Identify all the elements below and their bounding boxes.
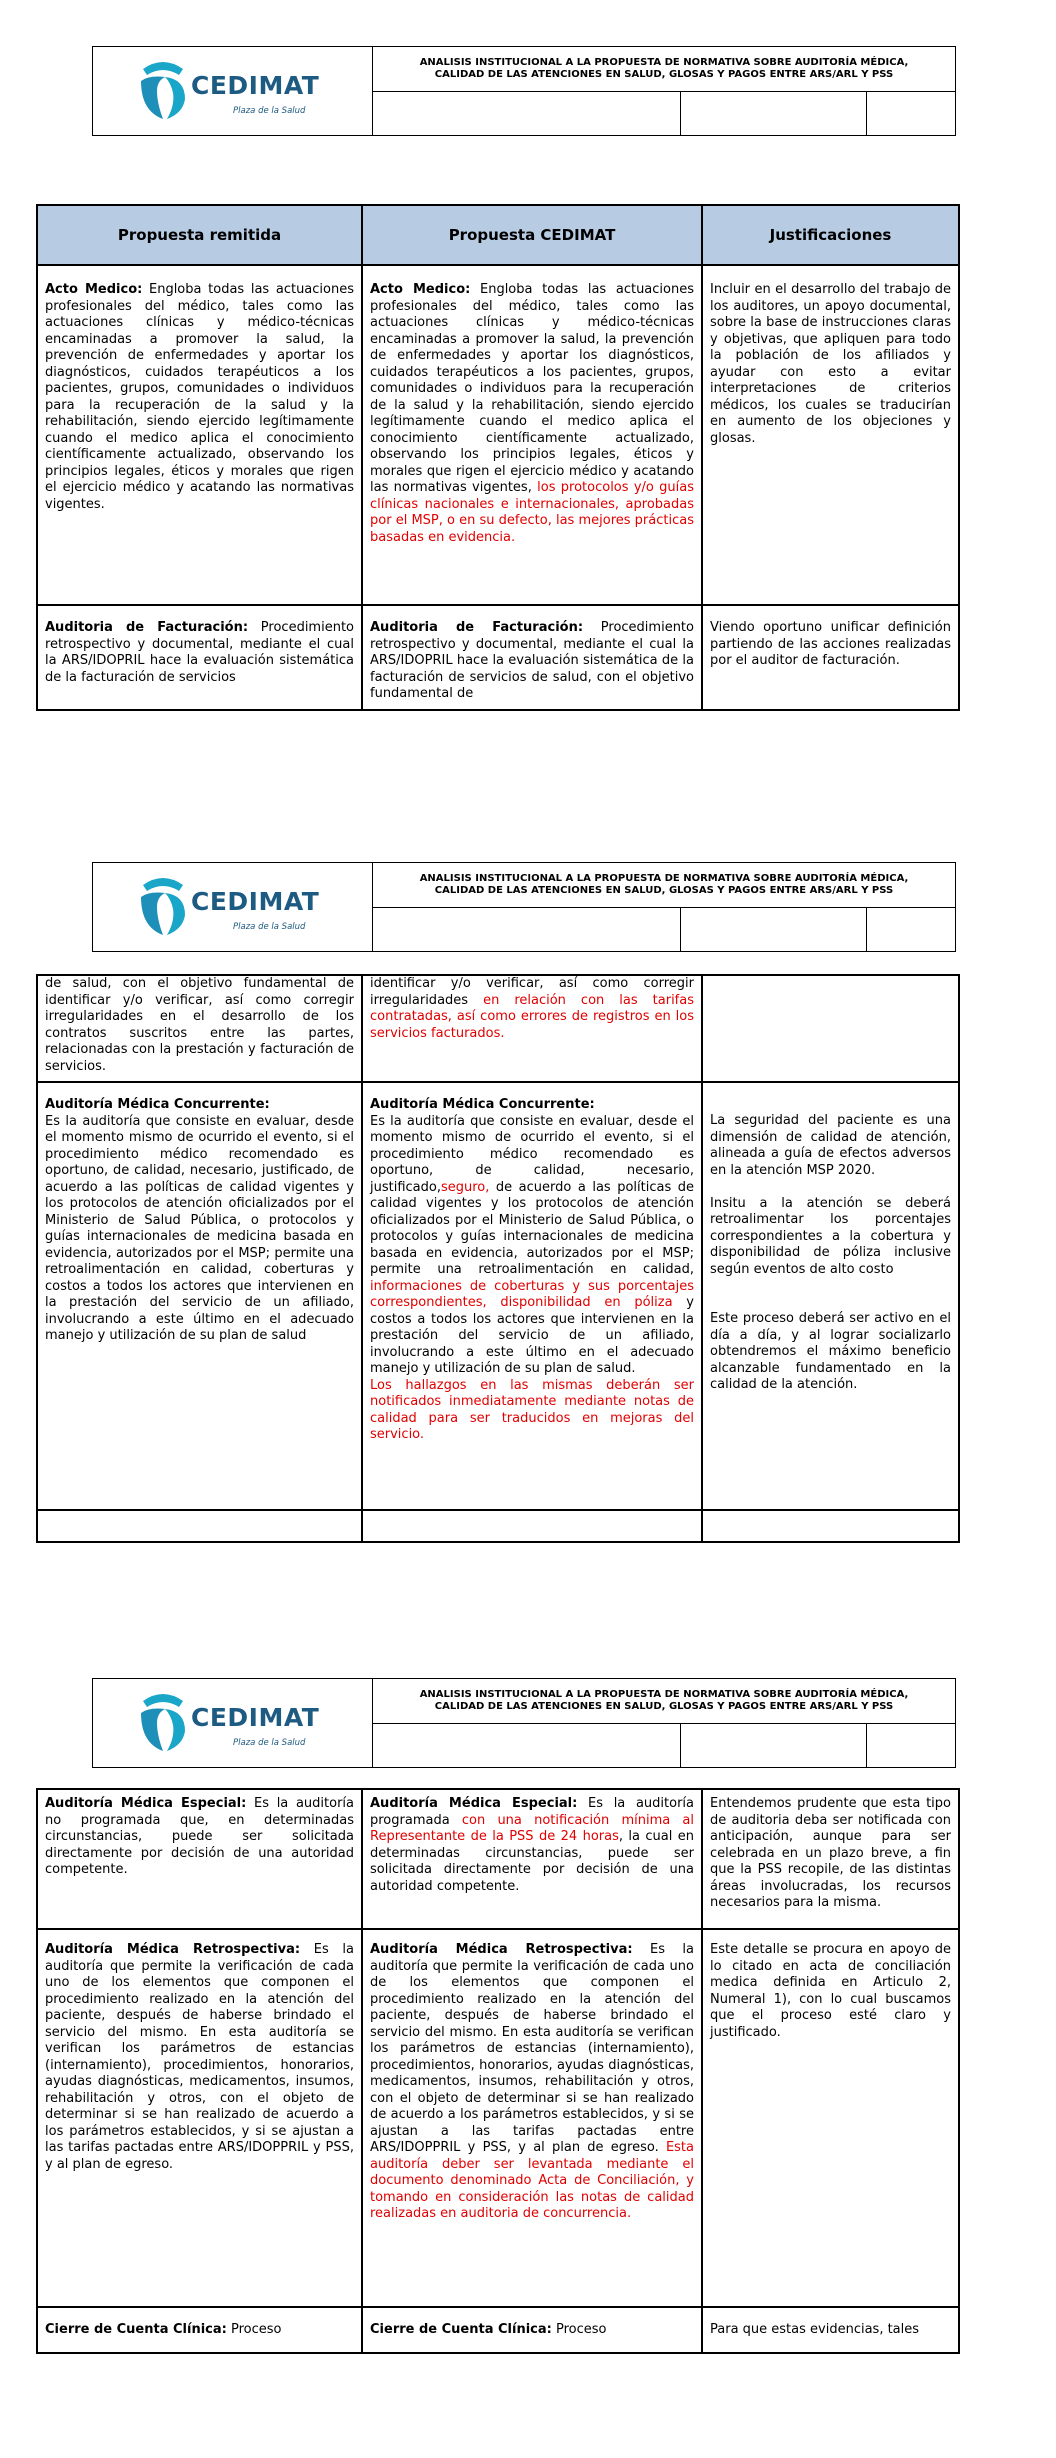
table-row — [37, 1082, 959, 1510]
brand-name: CEDIMAT — [191, 887, 320, 916]
document-title: ANALISIS INSTITUCIONAL A LA PROPUESTA DE NORMATIVA SOBRE AUDITORÍA MÉDICA, CALIDAD DE LAS ATENCIONES EN SALUD, GLOSAS Y PAGOS ENTRE ARS/ARL Y PSS — [373, 1679, 955, 1724]
header-cell — [681, 1723, 867, 1767]
table-row — [37, 265, 959, 605]
remitida-cell: Auditoria de Facturación: Procedimiento retrospectivo y documental, mediante el cual la ARS/IDOPRIL hace la evaluación sistemática de la facturación de servicios — [37, 605, 362, 710]
cedimat-cell: Auditoria de Facturación: Procedimiento retrospectivo y documental, mediante el cual la ARS/IDOPRIL hace la evaluación sistemática de la facturación de servicios de salud, con el objetivo fundamental de — [362, 605, 702, 710]
justificacion-cell: Incluir en el desarrollo del trabajo de los auditores, un apoyo documental, sobre la base de instrucciones claras y objetivas, que apliquen para todo la población de los afiliados y ayudar con esto a evitar interpretaciones de criterios médicos, los cuales se traducirían en aumento de los objeciones y glosas. — [702, 265, 959, 605]
brand-tagline: Plaza de la Salud — [233, 922, 306, 932]
column-header: Justificaciones — [702, 205, 959, 265]
cedimat-logo — [135, 873, 325, 939]
remitida-cell: de salud, con el objetivo fundamental de identificar y/o verificar, así como corregir irregularidades en el desarrollo de los contratos suscritos entre las partes, relacionadas con la prestación y facturación de servicios. — [37, 975, 362, 1082]
cedimat-cell: Auditoría Médica Especial: Es la auditoría programada con una notificación mínima al Representante de la PSS de 24 horas, la cual en determinadas circunstancias, puede ser solicitada directamente por decisión de una autoridad competente. — [362, 1789, 702, 1929]
brand-name: CEDIMAT — [191, 71, 320, 100]
remitida-cell: Auditoría Médica Retrospectiva: Es la auditoría que permite la verificación de cada uno de los elementos que componen el procedimiento realizado en la atención del paciente, después de haberse brindado el servicio del mismo. En esta auditoría se verifican los parámetros de estancias (internamiento), procedimientos, honorarios, ayudas diagnósticas, medicamentos, insumos, rehabilitación y otros, con el objeto de determinar si se han realizado de acuerdo a los parámetros establecidos, y si se ajustan a las tarifas pactadas entre ARS/IDOPPRIL y PSS, y al plan de egreso. — [37, 1929, 362, 2307]
remitida-cell: Cierre de Cuenta Clínica: Proceso — [37, 2307, 362, 2353]
table-row — [37, 605, 959, 710]
document-title: ANALISIS INSTITUCIONAL A LA PROPUESTA DE NORMATIVA SOBRE AUDITORÍA MÉDICA, CALIDAD DE LAS ATENCIONES EN SALUD, GLOSAS Y PAGOS ENTRE ARS/ARL Y PSS — [373, 47, 955, 92]
document-title: ANALISIS INSTITUCIONAL A LA PROPUESTA DE NORMATIVA SOBRE AUDITORÍA MÉDICA, CALIDAD DE LAS ATENCIONES EN SALUD, GLOSAS Y PAGOS ENTRE ARS/ARL Y PSS — [373, 863, 955, 908]
header-cell — [681, 91, 867, 135]
page-header — [92, 862, 956, 952]
comparison-table — [36, 974, 960, 1543]
justificacion-cell: Este detalle se procura en apoyo de lo citado en acta de conciliación medica definida en Articulo 2, Numeral 1), con lo cual buscamos que el proceso esté claro y justificado. — [702, 1929, 959, 2307]
table-row — [37, 1929, 959, 2307]
justificacion-cell: Viendo oportuno unificar definición partiendo de las acciones realizadas por el auditor de facturación. — [702, 605, 959, 710]
brand-tagline: Plaza de la Salud — [233, 1738, 306, 1748]
justificacion-cell — [702, 975, 959, 1082]
justificacion-cell — [702, 1510, 959, 1542]
cedimat-emblem-icon — [135, 1691, 191, 1753]
cedimat-cell: Cierre de Cuenta Clínica: Proceso — [362, 2307, 702, 2353]
remitida-cell — [37, 1510, 362, 1542]
cedimat-logo — [135, 57, 325, 123]
header-cell — [373, 907, 681, 951]
justificacion-cell: Para que estas evidencias, tales — [702, 2307, 959, 2353]
cedimat-cell — [362, 1510, 702, 1542]
comparison-table — [36, 1788, 960, 2354]
table-row — [37, 2307, 959, 2353]
cedimat-cell: identificar y/o verificar, así como corregir irregularidades en relación con las tarifas contratadas, así como errores de registros en los servicios facturados. — [362, 975, 702, 1082]
remitida-cell: Auditoría Médica Concurrente: Es la auditoría que consiste en evaluar, desde el momento mismo de ocurrido el evento, si el procedimiento médico recomendado es oportuno, de calidad, necesario, justificado, de acuerdo a las políticas de calidad vigentes y los protocolos de atención oficializados por el Ministerio de Salud Pública, o protocolos y guías internacionales de medicina basada en evidencia, autorizados por el MSP; permite una retroalimentación en calidad, coberturas y costos a todos los actores que intervienen en la prestación del servicio de un afiliado, involucrando a este último en el adecuado manejo y utilización de su plan de salud — [37, 1082, 362, 1510]
column-header: Propuesta CEDIMAT — [362, 205, 702, 265]
table-header-row — [37, 205, 959, 265]
cedimat-emblem-icon — [135, 59, 191, 121]
remitida-cell: Acto Medico: Engloba todas las actuaciones profesionales del médico, tales como las actuaciones clínicas y médico-técnicas encaminadas a promover la salud, la prevención de enfermedades y aportar los diagnósticos, cuidados terapéuticos a los pacientes, grupos, comunidades o individuos para la recuperación de la salud y la rehabilitación, siendo ejercido legítimamente cuando el medico aplica el conocimiento científicamente actualizado, observando los principios legales, éticos y morales que rigen el ejercicio médico y acatando las normativas vigentes. — [37, 265, 362, 605]
table-row — [37, 1510, 959, 1542]
column-header: Propuesta remitida — [37, 205, 362, 265]
header-cell — [373, 91, 681, 135]
header-cell — [681, 907, 867, 951]
justificacion-cell: Entendemos prudente que esta tipo de auditoria deba ser notificada con anticipación, aunque para ser celebrada en un plazo breve, a fin que la PSS recopile, de las distintas áreas involucradas, los recursos necesarios para la misma. — [702, 1789, 959, 1929]
table-row — [37, 1789, 959, 1929]
cedimat-cell: Acto Medico: Engloba todas las actuaciones profesionales del médico, tales como las actuaciones clínicas y médico-técnicas encaminadas a promover la salud, la prevención de enfermedades y aportar los diagnósticos, cuidados terapéuticos a los pacientes, grupos, comunidades o individuos para la recuperación de la salud y la rehabilitación, siendo ejercido legítimamente cuando el medico aplica el conocimiento científicamente actualizado, observando los principios legales, éticos y morales que rigen el ejercicio médico y acatando las normativas vigentes, los protocolos y/o guías clínicas nacionales e internacionales, aprobadas por el MSP, o en su defecto, las mejores prácticas basadas en evidencia. — [362, 265, 702, 605]
logo-cell — [93, 863, 373, 951]
table-row — [37, 975, 959, 1082]
header-cell — [373, 1723, 681, 1767]
comparison-table — [36, 204, 960, 711]
logo-cell — [93, 47, 373, 135]
cedimat-emblem-icon — [135, 875, 191, 937]
brand-tagline: Plaza de la Salud — [233, 106, 306, 116]
brand-name: CEDIMAT — [191, 1703, 320, 1732]
justificacion-cell: La seguridad del paciente es una dimensión de calidad de atención, alineada a guía de efectos adversos en la atención MSP 2020. Insitu a la atención se deberá retroalimentar los porcentajes correspondientes a la cobertura y disponibilidad de póliza inclusive según eventos de alto costo Este proceso deberá ser activo en el día a día, y al lograr socializarlo obtendremos el máximo beneficio alcanzable fundamentado en la calidad de la atención. — [702, 1082, 959, 1510]
page-header — [92, 1678, 956, 1768]
page-header — [92, 46, 956, 136]
remitida-cell: Auditoría Médica Especial: Es la auditoría no programada que, en determinadas circunstancias, puede ser solicitada directamente por decisión de una autoridad competente. — [37, 1789, 362, 1929]
cedimat-logo — [135, 1689, 325, 1755]
cedimat-cell: Auditoría Médica Concurrente: Es la auditoría que consiste en evaluar, desde el momento mismo de ocurrido el evento, si el procedimiento médico recomendado es oportuno, de calidad, necesario, justificado,seguro, de acuerdo a las políticas de calidad vigentes y los protocolos de atención oficializados por el Ministerio de Salud Pública, o protocolos y guías internacionales de medicina basada en evidencia, autorizados por el MSP; permite una retroalimentación en calidad, informaciones de coberturas y sus porcentajes correspondientes, disponibilidad en póliza y costos a todos los actores que intervienen en la prestación del servicio de un afiliado, involucrando a este último en el adecuado manejo y utilización de su plan de salud. Los hallazgos en las mismas deberán ser notificados inmediatamente mediante notas de calidad para ser traducidos en mejoras del servicio. — [362, 1082, 702, 1510]
cedimat-cell: Auditoría Médica Retrospectiva: Es la auditoría que permite la verificación de cada uno de los elementos que componen el procedimiento realizado en la atención del paciente, después de haberse brindado el servicio del mismo. En esta auditoría se verifican los parámetros de estancias (internamiento), procedimientos, honorarios, ayudas diagnósticas, medicamentos, insumos, rehabilitación y otros, con el objeto de determinar si se han realizado de acuerdo a los parámetros establecidos, y si se ajustan a las tarifas pactadas entre ARS/IDOPPRIL y PSS, y al plan de egreso. Esta auditoría deber ser levantada mediante el documento denominado Acta de Conciliación, y tomando en consideración las notas de calidad realizadas en auditoria de concurrencia. — [362, 1929, 702, 2307]
logo-cell — [93, 1679, 373, 1767]
